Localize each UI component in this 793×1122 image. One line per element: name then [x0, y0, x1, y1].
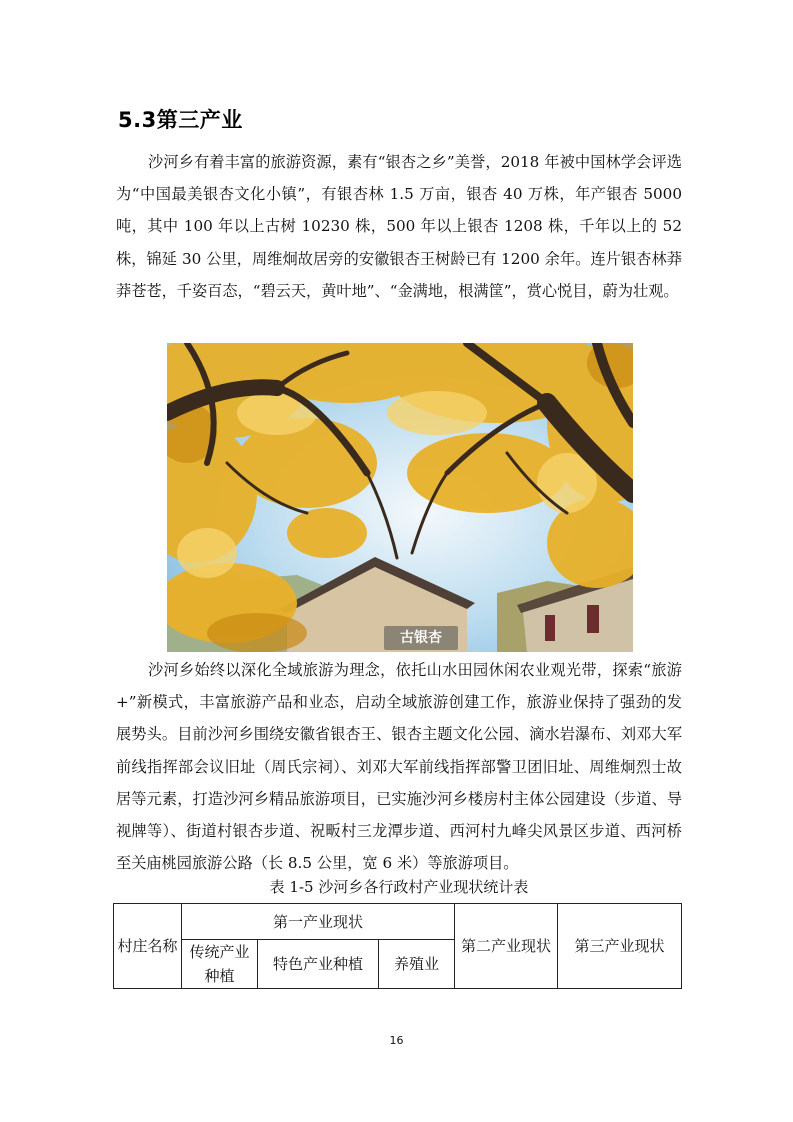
- industry-status-table: [113, 903, 682, 989]
- table-header-row: [114, 904, 682, 940]
- header-traditional-planting: 传统产业种植: [182, 940, 258, 989]
- header-special-planting: 特色产业种植: [258, 940, 379, 989]
- header-village: 村庄名称: [114, 904, 182, 989]
- paragraph-tourism-resources: 沙河乡有着丰富的旅游资源，素有“银杏之乡”美誉，2018 年被中国林学会评选为“中国最美银杏文化小镇”，有银杏林 1.5 万亩，银杏 40 万株，年产银杏 5000 吨，其中 100 年以上古树 10230 株，500 年以上银杏 1208 株，千年以上的 52 株，锦延 30 公里，周维炯故居旁的安徽银杏王树龄已有 1200 余年。连片银杏林莽莽苍苍，千姿百态，“碧云天，黄叶地”、“金满地，根满筐”，赏心悦目，蔚为壮观。: [116, 153, 682, 300]
- ginkgo-photo: [167, 343, 633, 652]
- table-caption: 表 1-5 沙河乡各行政村产业现状统计表: [269, 878, 529, 896]
- section-heading: 5.3第三产业: [118, 108, 243, 132]
- paragraph-tourism-development: 沙河乡始终以深化全域旅游为理念，依托山水田园休闲农业观光带，探索“旅游+”新模式，丰富旅游产品和业态，启动全域旅游创建工作，旅游业保持了强劲的发展势头。目前沙河乡围绕安徽省银杏王、银杏主题文化公园、滴水岩瀑布、刘邓大军前线指挥部会议旧址（周氏宗祠）、刘邓大军前线指挥部警卫团旧址、周维炯烈士故居等元素，打造沙河乡精品旅游项目，已实施沙河乡楼房村主体公园建设（步道、导视牌等）、街道村银杏步道、祝畈村三龙潭步道、西河村九峰尖风景区步道、西河桥至关庙桃园旅游公路（长 8.5 公里，宽 6 米）等旅游项目。: [116, 661, 682, 873]
- header-secondary-industry: 第二产业现状: [455, 904, 558, 989]
- ginkgo-tree-illustration: [167, 343, 633, 652]
- header-primary-industry: 第一产业现状: [182, 904, 455, 940]
- header-tertiary-industry: 第三产业现状: [558, 904, 682, 989]
- header-breeding: 养殖业: [379, 940, 455, 989]
- door: [545, 615, 555, 641]
- photo-caption: 古银杏: [384, 626, 458, 650]
- door: [587, 605, 599, 633]
- page-number: 16: [389, 1034, 404, 1047]
